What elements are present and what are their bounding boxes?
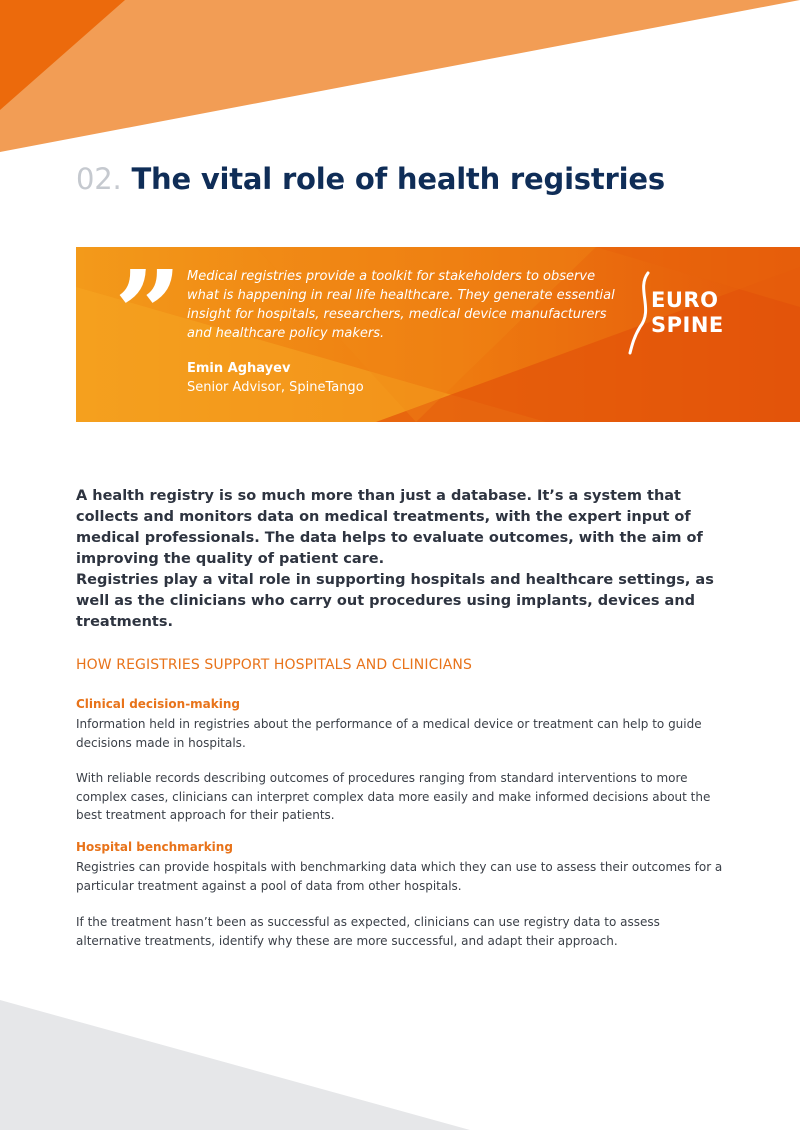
quote-text: Medical registries provide a toolkit for stakeholders to observe what is happening in real life healthcare. They generate essential insight for hospitals, researchers, medical device manufacturers and healthcare policy makers. <box>187 269 615 341</box>
intro-paragraph: A health registry is so much more than just a database. It’s a system that collects and monitors data on medical treatments, with the expert input of medical professionals. The data helps to evaluate outcomes, with the aim of improving the quality of patient care. <box>76 488 703 567</box>
quote-mark-icon: ” <box>114 247 182 383</box>
intro-paragraph: Registries play a vital role in supporting hospitals and healthcare settings, as well as the clinicians who carry out procedures using implants, devices and treatments. <box>76 572 714 630</box>
body-paragraph: Registries can provide hospitals with benchmarking data which they can use to assess their outcomes for a particular treatment against a pool of data from other hospitals. <box>76 860 723 893</box>
body-paragraph: With reliable records describing outcomes of procedures ranging from standard interventions to more complex cases, clinicians can interpret complex data more easily and make informed decisions about the best treatment approach for their patients. <box>76 771 711 822</box>
top-decoration <box>0 0 800 160</box>
subheading-clinical-decision-making: Clinical decision-making <box>76 697 240 711</box>
quote-box <box>76 247 800 422</box>
section-number: 02. <box>76 162 122 196</box>
logo-text-spine: SPINE <box>651 313 724 337</box>
page-title <box>76 162 665 196</box>
eurospine-logo <box>626 271 736 355</box>
quote-author: Emin Aghayev <box>187 361 291 376</box>
section-heading: HOW REGISTRIES SUPPORT HOSPITALS AND CLINICIANS <box>76 657 472 673</box>
logo-text-euro: EURO <box>651 288 719 312</box>
title-text: The vital role of health registries <box>131 162 665 196</box>
quote-author-role: Senior Advisor, SpineTango <box>187 380 364 395</box>
body-paragraph: If the treatment hasn’t been as successful as expected, clinicians can use registry data to assess alternative treatments, identify why these are more successful, and adapt their approach. <box>76 915 660 948</box>
bottom-decoration <box>0 990 800 1130</box>
body-paragraph: Information held in registries about the performance of a medical device or treatment can help to guide decisions made in hospitals. <box>76 717 702 750</box>
subheading-hospital-benchmarking: Hospital benchmarking <box>76 840 233 854</box>
